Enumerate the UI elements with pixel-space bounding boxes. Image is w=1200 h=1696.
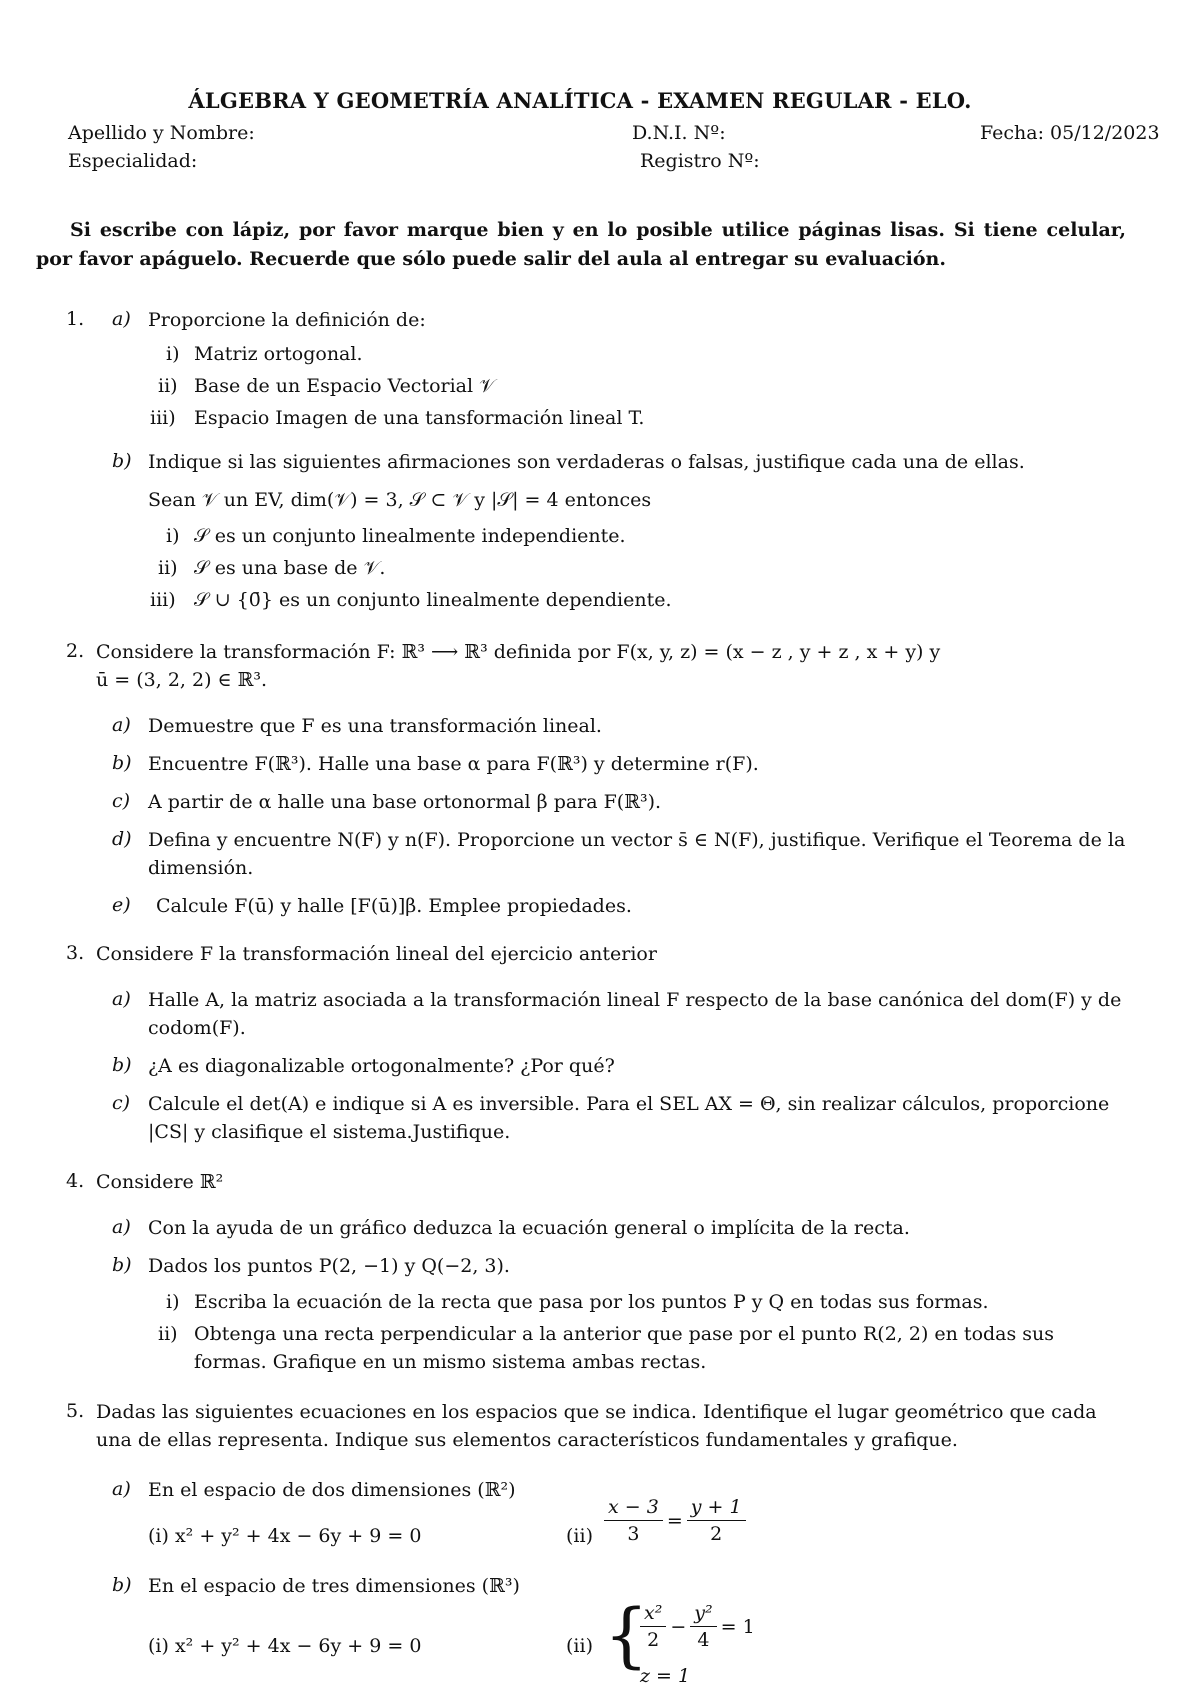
q1-a-iii-label: iii) xyxy=(150,407,176,429)
q5-a-ii-den2: 2 xyxy=(710,1523,723,1545)
q2-b-label: b) xyxy=(112,752,132,774)
q1-a-ii-text: Base de un Espacio Vectorial 𝒱 xyxy=(194,375,495,397)
name-field-label: Apellido y Nombre: xyxy=(68,122,255,144)
q5-b-ii-den1: 2 xyxy=(647,1629,660,1651)
q5-a-ii-num2: y + 1 xyxy=(687,1494,746,1521)
q5-a-ii-label: (ii) xyxy=(566,1525,593,1547)
q3-a-label: a) xyxy=(112,988,131,1010)
q3-a-text: Halle A, la matriz asociada a la transformación lineal F respecto de la base canónica del dom(F) y de codom(F). xyxy=(148,989,1122,1039)
q4-a-text: Con la ayuda de un gráfico deduzca la ecuación general o implícita de la recta. xyxy=(148,1217,910,1239)
q4-b-ii-label: ii) xyxy=(158,1323,178,1345)
q1-b-ii-label: ii) xyxy=(158,557,178,579)
q1-b-label: b) xyxy=(112,450,132,472)
q1-b-text: Indique si las siguientes afirmaciones son verdaderas o falsas, justifique cada una de ellas. xyxy=(148,451,1025,473)
q2-c-text: A partir de α halle una base ortonormal β para F(ℝ³). xyxy=(148,791,662,813)
q3-c-text: Calcule el det(A) e indique si A es inversible. Para el SEL AX = Θ, sin realizar cálculos, proporcione |CS| y clasifique el sistema.Justifique. xyxy=(148,1093,1110,1143)
q2-a-label: a) xyxy=(112,714,131,736)
q5-a-ii-num1: x − 3 xyxy=(604,1494,663,1521)
q2-a-text: Demuestre que F es una transformación lineal. xyxy=(148,715,602,737)
q2-e-text: Calcule F(ū) y halle [F(ū)]β. Emplee propiedades. xyxy=(156,895,632,917)
q4-b-i-label: i) xyxy=(166,1291,180,1313)
q5-a-ii-den1: 3 xyxy=(627,1523,640,1545)
q3-b-label: b) xyxy=(112,1054,132,1076)
q1-a-iii-text: Espacio Imagen de una tansformación lineal T. xyxy=(194,407,645,429)
q4-intro: Considere ℝ² xyxy=(96,1171,224,1193)
q2-e-label: e) xyxy=(112,894,131,916)
q1-b-i-label: i) xyxy=(166,525,180,547)
q1-a-text: Proporcione la definición de: xyxy=(148,309,426,331)
registry-field-label: Registro Nº: xyxy=(640,150,760,172)
q5-b-ii-minus: − xyxy=(670,1615,687,1638)
q5-b-ii-num2: y² xyxy=(690,1600,716,1627)
q4-b-label: b) xyxy=(112,1254,132,1276)
q4-b-ii-text: Obtenga una recta perpendicular a la anterior que pase por el punto R(2, 2) en todas sus formas. Grafique en un mismo sistema ambas rectas. xyxy=(194,1323,1055,1373)
q5-b-text: En el espacio de tres dimensiones (ℝ³) xyxy=(148,1575,520,1597)
q3-b-text: ¿A es diagonalizable ortogonalmente? ¿Por qué? xyxy=(148,1055,615,1077)
q2-d-label: d) xyxy=(112,828,132,850)
date-label: Fecha: 05/12/2023 xyxy=(980,122,1160,144)
q1-a-i-text: Matriz ortogonal. xyxy=(194,343,363,365)
q3-c-label: c) xyxy=(112,1092,131,1114)
q5-intro: Dadas las siguientes ecuaciones en los espacios que se indica. Identifique el lugar geométrico que cada una de ellas representa. Indique sus elementos característicos fundamentales y grafique. xyxy=(96,1401,1097,1451)
system-brace: { xyxy=(604,1594,649,1676)
q3-intro: Considere F la transformación lineal del ejercicio anterior xyxy=(96,943,657,965)
q5-a-ii-equals: = xyxy=(666,1509,683,1532)
q1-b-i-text: 𝒮 es un conjunto linealmente independiente. xyxy=(194,525,626,547)
q4-b-i-text: Escriba la ecuación de la recta que pasa por los puntos P y Q en todas sus formas. xyxy=(194,1291,989,1313)
q5-b-i-equation: (i) x² + y² + 4x − 6y + 9 = 0 xyxy=(148,1635,422,1657)
q4-b-text: Dados los puntos P(2, −1) y Q(−2, 3). xyxy=(148,1255,510,1277)
question-1-number: 1. xyxy=(66,308,85,330)
q2-c-label: c) xyxy=(112,790,131,812)
q2-intro-vector: ū = (3, 2, 2) ∈ ℝ³. xyxy=(96,669,268,691)
q2-b-text: Encuentre F(ℝ³). Halle una base α para F(ℝ³) y determine r(F). xyxy=(148,753,759,775)
q2-d-text: Defina y encuentre N(F) y n(F). Proporcione un vector s̄ ∈ N(F), justifique. Verifique el Teorema de la dimensión. xyxy=(148,829,1126,879)
q5-b-ii-rhs: = 1 xyxy=(720,1615,755,1638)
q1-a-label: a) xyxy=(112,308,131,330)
question-5-number: 5. xyxy=(66,1400,85,1422)
specialty-field-label: Especialidad: xyxy=(68,150,198,172)
q1-b-iii-label: iii) xyxy=(150,589,176,611)
q1-b-premise: Sean 𝒱 un EV, dim(𝒱) = 3, 𝒮 ⊂ 𝒱 y |𝒮| = 4 entonces xyxy=(148,489,652,511)
q5-a-text: En el espacio de dos dimensiones (ℝ²) xyxy=(148,1479,516,1501)
q5-a-i-equation: (i) x² + y² + 4x − 6y + 9 = 0 xyxy=(148,1525,422,1547)
q5-b-ii-num1: x² xyxy=(640,1600,666,1627)
q5-b-ii-label: (ii) xyxy=(566,1635,593,1657)
q5-a-ii-equation xyxy=(600,1494,750,1547)
dni-field-label: D.N.I. Nº: xyxy=(632,122,726,144)
q1-b-iii-text: 𝒮 ∪ {0̄} es un conjunto linealmente dependiente. xyxy=(194,589,672,611)
q5-b-ii-equation xyxy=(636,1600,755,1653)
instructions-notice: Si escribe con lápiz, por favor marque bien y en lo posible utilice páginas lisas. Si tiene celular, por favor apáguelo. Recuerde que sólo puede salir del aula al entregar su evaluación. xyxy=(36,219,1126,270)
q4-a-label: a) xyxy=(112,1216,131,1238)
exam-title: ÁLGEBRA Y GEOMETRÍA ANALÍTICA - EXAMEN REGULAR - ELO. xyxy=(188,88,972,113)
q5-b-ii-plane: z = 1 xyxy=(640,1665,691,1687)
q1-b-ii-text: 𝒮 es una base de 𝒱. xyxy=(194,557,386,579)
q5-b-label: b) xyxy=(112,1574,132,1596)
question-3-number: 3. xyxy=(66,942,85,964)
q2-intro: Considere la transformación F: ℝ³ ⟶ ℝ³ definida por F(x, y, z) = (x − z , y + z , x + y) y xyxy=(96,641,941,663)
q1-a-i-label: i) xyxy=(166,343,180,365)
q5-a-label: a) xyxy=(112,1478,131,1500)
question-2-number: 2. xyxy=(66,640,85,662)
q5-b-ii-den2: 4 xyxy=(697,1629,710,1651)
question-4-number: 4. xyxy=(66,1170,85,1192)
q1-a-ii-label: ii) xyxy=(158,375,178,397)
